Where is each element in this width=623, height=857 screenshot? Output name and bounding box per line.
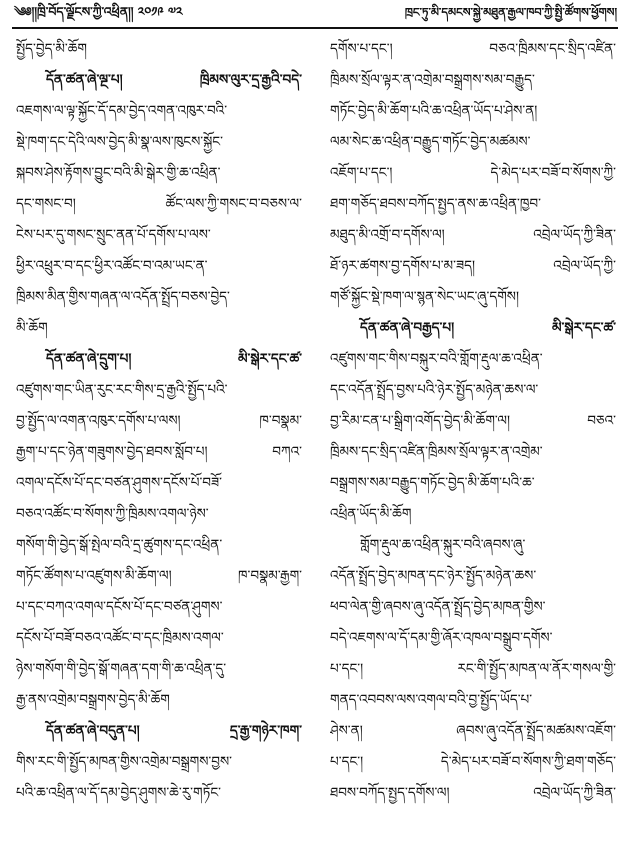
text-line: འཕྲིན་ཡོད་མི་ཆོག: [330, 506, 412, 522]
text-line: ཕབ་ལེན་གྱི་ཞབས་ཞུ་འདོན་སྤྲོད་བྱེད་མཁན་གྱིས་: [330, 599, 546, 615]
text-line: གཏོང་ཚོགས་པ་འཛུགས་མི་ཆོག་ལ། ཁ་བསྣམ་རྒྱག་: [16, 568, 302, 584]
text-line: བསྒྲགས་སམ་བརྒྱུད་གཏོང་བྱེད་མི་ཆོག་པའི་ཆ་: [330, 475, 535, 491]
text-line: ཁྲིམས་སྲོལ་ལྟར་ན་འགྲེམ་བསྒྲགས་སམ་བརྒྱུད་: [330, 72, 535, 88]
journal-title: ༄༅།།ཁྲི་བོད་ལྗོངས་ཀྱི་འཕྲིན།། ༢༠༡༩ ༧༢: [14, 3, 183, 19]
text-line: འཛུགས་གང་ཡིན་རུང་རང་གིས་དྲ་རྒྱའི་སྤྱོད་པའི་: [16, 382, 228, 398]
text-line: ཁྲིམས་མིན་གྱིས་གཞན་ལ་འདོན་སྤྲོད་བཅས་བྱེད་: [16, 289, 230, 305]
text-line: པའི་ཆ་འཕྲིན་ལ་དོ་དམ་བྱེད་ཤུགས་ཆེ་རུ་གཏོང་: [16, 785, 222, 801]
text-line: པ་དང་བཀའ་འགལ་དངོས་པོ་དང་བཙན་ཤུགས་: [16, 599, 223, 615]
text-line: སྤྱོད་བྱེད་མི་ཆོག: [16, 41, 87, 57]
text-line: ཤེས་ན། ཞབས་ཞུ་འདོན་སྤྲོད་མཚམས་འཇོག་: [330, 723, 616, 739]
article-heading: དོན་ཚན་ཞེ་ལྔ་པ། ཁྲིམས་ལུར་དྲ་རྒྱའི་བདེ་: [46, 72, 302, 88]
page-header: [0, 0, 623, 30]
text-line: སྡེ་ཁག་དང་དེའི་ལས་བྱེད་མི་སྣ་ལས་ཁུངས་སྐྱོང་: [16, 134, 223, 150]
article-heading: དོན་ཚན་ཞེ་བདུན་པ། དྲ་རྒྱ་གཉེར་ཁག་: [46, 723, 302, 739]
text-line: དངོས་པོ་བཟོ་བཅའ་འཚོང་བ་དང་ཁྲིམས་འགལ་: [16, 630, 224, 646]
text-line: ཐག་གཅོད་ཐབས་བཀོད་སྤྱད་ནས་ཆ་འཕྲིན་ཁྱབ་: [330, 196, 541, 212]
text-line: སྐབས་ཤེས་རྟོགས་བྱུང་བའི་མི་སྒེར་གྱི་ཆ་འཕྲིན་: [16, 165, 221, 181]
text-line: ངེས་པར་དུ་གསང་སྲུང་ནན་པོ་དགོས་པ་ལས་: [16, 227, 211, 243]
text-line: དང་འདོན་སྤྲོད་བྱས་པའི་ཉེར་སྤྱོད་མཉེན་ཆས་ལ་: [330, 382, 539, 398]
article-heading: དོན་ཚན་ཞེ་བརྒྱད་པ། མི་སྒེར་དང་ཚ་: [360, 320, 616, 336]
text-line: ལམ་སེང་ཆ་འཕྲིན་བརྒྱུད་གཏོང་བྱེད་མཚམས་: [330, 134, 531, 150]
text-line: བྱ་སྤྱོད་ལ་འགན་འཁུར་དགོས་པ་ལས། ཁ་བསྣམ་: [16, 413, 302, 429]
text-line: གནད་འབབས་ལས་འགལ་བའི་བྱ་སྤྱོད་ཡོད་པ་: [330, 692, 533, 708]
text-line: མཐུད་མི་འགྲོ་བ་དགོས་ལ། འབྲེལ་ཡོད་ཀྱི་ཟིན་: [330, 227, 616, 243]
left-column: [16, 34, 302, 852]
running-title: ཁྲང་ཏུ་མི་དམངས་སྐྱེ་མཐུན་རྒྱལ་ཁབ་ཀྱི་སྤྱི་ཚོགས་ཕྱོགས།: [404, 4, 617, 19]
text-line: ཉེས་གསོག་གི་བྱེད་སྒོ་གཞན་དག་གི་ཆ་འཕྲིན་དུ་: [16, 661, 227, 677]
text-line: ཐབས་བཀོད་སྤྱད་དགོས་ལ། འབྲེལ་ཡོད་ཀྱི་ཟིན་: [330, 785, 616, 801]
text-line: ཁྲིམས་དང་སྲིད་འཛིན་ཁྲིམས་སྲོལ་ལྟར་ན་འགྲེམ་: [330, 444, 543, 460]
text-line: ཕྱིར་འཕྲུར་བ་དང་ཕྱིར་འཚོང་བ་འམ་ཡང་ན་: [16, 258, 208, 274]
text-line: བཅའ་འཚོང་བ་སོགས་ཀྱི་ཁྲིམས་འགལ་ཉེས་: [16, 506, 209, 522]
text-line: གིས་རང་གི་སྤྱོད་མཁན་གྱིས་འགྲེམ་བསྒྲགས་བྱས་: [16, 754, 233, 770]
paragraph-start: གློག་རྡུལ་ཆ་འཕྲིན་སྐུར་བའི་ཞབས་ཞུ་: [360, 537, 526, 553]
text-line: གཙོ་སྐྱོང་སྡེ་ཁག་ལ་སྙན་སེང་ཡང་ཞུ་དགོས།: [330, 289, 519, 305]
right-column: [330, 34, 616, 852]
text-line: དགོས་པ་དང་། བཅའ་ཁྲིམས་དང་སྲིད་འཛིན་: [330, 41, 616, 57]
text-line: འཛུགས་གང་གིས་བསྐུར་བའི་གློག་རྡུལ་ཆ་འཕྲིན་: [330, 351, 543, 367]
text-line: པ་དང་། དེ་མེད་པར་བཟོ་བ་སོགས་ཀྱི་ཐག་གཅོད་: [330, 754, 616, 770]
text-line: བདེ་འཇགས་ལ་དོ་དམ་གྱི་ཞོར་འཁལ་བསྒྲུབ་དགོས་: [330, 630, 553, 646]
text-line: རྒྱ་ནས་འགྲེམ་བསྒྲགས་བྱེད་མི་ཆོག: [16, 692, 170, 708]
text-line: རྒྱག་པ་དང་ཉེན་གཟུགས་བྱེད་ཐབས་སློབ་པ། བཀའ་: [16, 444, 302, 460]
article-heading: དོན་ཚན་ཞེ་དྲུག་པ། མི་སྒེར་དང་ཚ་: [46, 351, 302, 367]
text-line: འཇགས་ལ་ལྟ་སྐྱོང་དོ་དམ་བྱེད་འགན་འཁུར་བའི་: [16, 103, 228, 119]
text-line: འཇོག་པ་དང་། དེ་མེད་པར་བཟོ་བ་སོགས་ཀྱི་: [330, 165, 616, 181]
text-line: འགལ་དངོས་པོ་དང་བཙན་ཤུགས་དངོས་པོ་བཟོ་: [16, 475, 223, 491]
text-line: གཏོང་བྱེད་མི་ཆོག་པའི་ཆ་འཕྲིན་ཡོད་པ་ཤེས་ན།: [330, 103, 538, 119]
text-line: བྱ་རིམ་ངན་པ་སྒྲིག་འགོད་བྱེད་མི་ཆོག་ལ། བཅའ་: [330, 413, 616, 429]
text-line: འདོན་སྤྲོད་བྱེད་མཁན་དང་ཉེར་སྤྱོད་མཉེན་ཆས་: [330, 568, 537, 584]
text-line: པ་དང་། རང་གི་སྤྱོད་མཁན་ལ་ནོར་གསལ་གྱི་: [330, 661, 616, 677]
header-divider: [12, 27, 618, 29]
text-line: ཐོ་ཉར་ཚགས་བྱ་དགོས་པ་མ་ཟད། འབྲེལ་ཡོད་ཀྱི་: [330, 258, 616, 274]
text-line: མི་ཆོག: [16, 320, 48, 336]
text-line: གསོག་གི་བྱེད་སྒོ་སྤེལ་བའི་དྲ་ཚུགས་དང་འཕྲིན་: [16, 537, 223, 553]
text-line: དང་གསང་བ། ཚོང་ལས་ཀྱི་གསང་བ་བཅས་ལ་: [16, 196, 302, 212]
